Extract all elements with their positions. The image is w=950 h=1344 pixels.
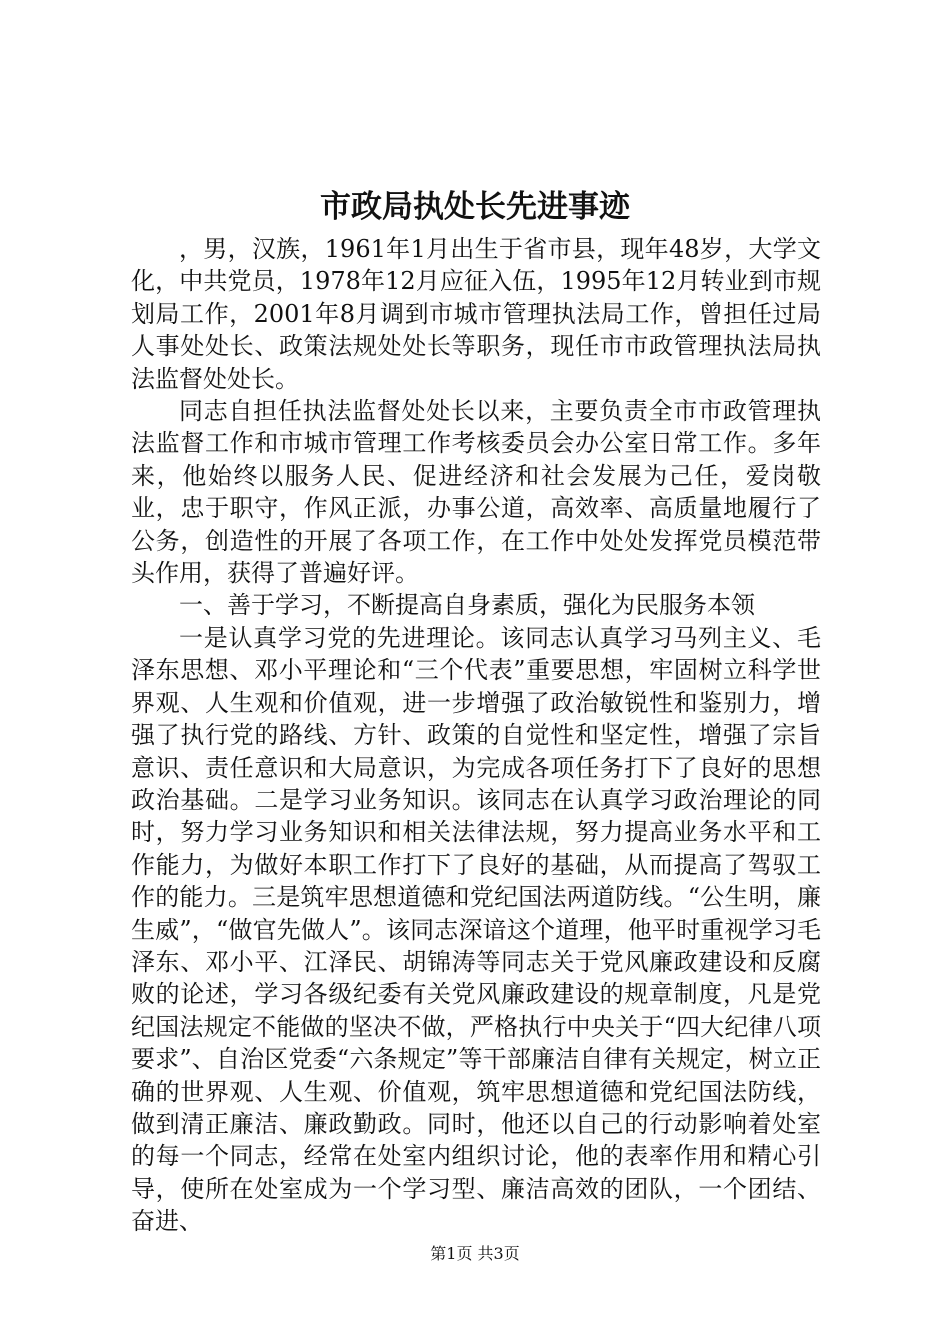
page-footer: 第1页 共3页: [430, 1244, 520, 1263]
paragraph-duties: 同志自担任执法监督处处长以来，主要负责全市市政管理执法监督工作和市城市管理工作考核委员会办公室日常工作。多年来，他始终以服务人民、促进经济和社会发展为己任，爱岗敬业，忠于职守，作风正派，办事公道，高效率、高质量地履行了公务，创造性的开展了各项工作，在工作中处处发挥党员模范带头作用，获得了普遍好评。: [131, 397, 821, 588]
document-title: 市政局执处长先进事迹: [320, 189, 630, 225]
section-heading-1: 一、善于学习，不断提高自身素质，强化为民服务本领: [179, 591, 755, 620]
paragraph-study: 一是认真学习党的先进理论。该同志认真学习马列主义、毛泽东思想、邓小平理论和“三个代表”重要思想，牢固树立科学世界观、人生观和价值观，进一步增强了政治敏锐性和鉴别力，增强了执行党的路线、方针、政策的自觉性和坚定性，增强了宗旨意识、责任意识和大局意识，为完成各项任务打下了良好的思想政治基础。二是学习业务知识。该同志在认真学习政治理论的同时，努力学习业务知识和相关法律法规，努力提高业务水平和工作能力，为做好本职工作打下了良好的基础，从而提高了驾驭工作的能力。三是筑牢思想道德和党纪国法两道防线。“公生明，廉生威”，“做官先做人”。该同志深谙这个道理，他平时重视学习毛泽东、邓小平、江泽民、胡锦涛等同志关于党风廉政建设和反腐败的论述，学习各级纪委有关党风廉政建设的规章制度，凡是党纪国法规定不能做的坚决不做，严格执行中央关于“四大纪律八项要求”、自治区党委“六条规定”等干部廉洁自律有关规定，树立正确的世界观、人生观、价值观，筑牢思想道德和党纪国法防线，做到清正廉洁、廉政勤政。同时，他还以自己的行动影响着处室的每一个同志，经常在处室内组织讨论，他的表率作用和精心引导，使所在处室成为一个学习型、廉洁高效的团队，一个团结、奋进、: [131, 623, 821, 1236]
document-body: [131, 233, 821, 1238]
paragraph-intro: ，男，汉族，1961年1月出生于省市县，现年48岁，大学文化，中共党员，1978年12月应征入伍，1995年12月转业到市规划局工作，2001年8月调到市城市管理执法局工作，曾担任过局人事处处长、政策法规处处长等职务，现任市市政管理执法局执法监督处处长。: [131, 235, 821, 393]
